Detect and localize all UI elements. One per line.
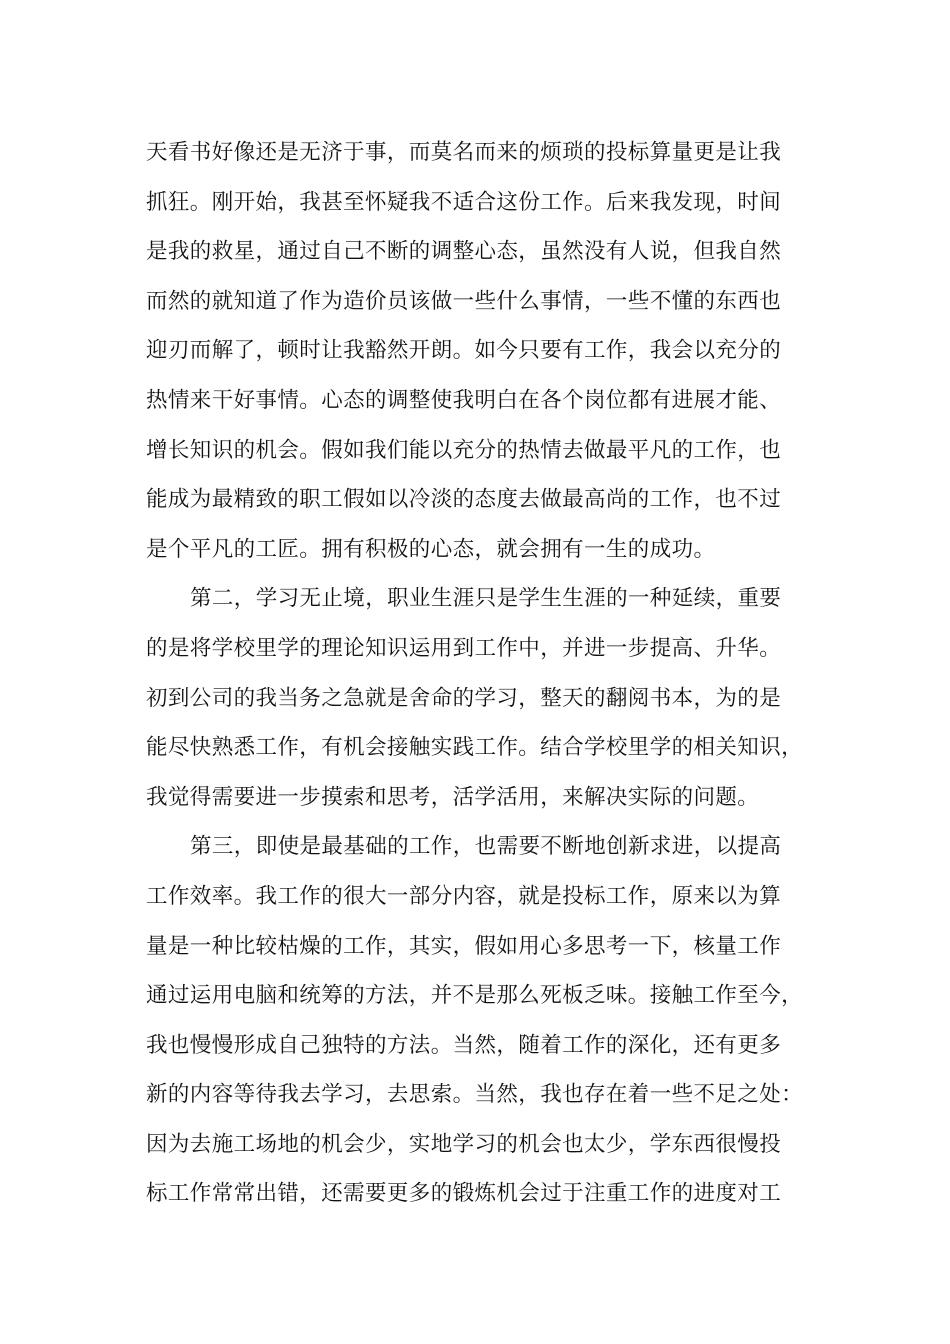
text-line: 天看书好像还是无济于事，而莫名而来的烦琐的投标算量更是让我 xyxy=(146,140,782,165)
text-line: 是我的救星，通过自己不断的调整心态，虽然没有人说，但我自然 xyxy=(146,239,782,265)
text-line: 标工作常常出错，还需要更多的锻炼机会过于注重工作的进度对工 xyxy=(146,1181,782,1207)
text-line: 能成为最精致的职工假如以冷淡的态度去做最高尚的工作，也不过 xyxy=(146,487,782,513)
text-line: 新的内容等待我去学习，去思索。当然，我也存在着一些不足之处： xyxy=(146,1082,804,1108)
text-line: 通过运用电脑和统筹的方法，并不是那么死板乏味。接触工作至今， xyxy=(146,983,804,1009)
text-line: 是个平凡的工匠。拥有积极的心态，就会拥有一生的成功。 xyxy=(146,536,716,562)
text-line: 量是一种比较枯燥的工作，其实，假如用心多思考一下，核量工作 xyxy=(146,933,782,959)
text-line: 我觉得需要进一步摸索和思考，活学活用，来解决实际的问题。 xyxy=(146,784,760,810)
text-line: 热情来干好事情。心态的调整使我明白在各个岗位都有进展才能、 xyxy=(146,387,782,413)
document-body xyxy=(146,128,826,1219)
text-line: 工作效率。我工作的很大一部分内容，就是投标工作，原来以为算 xyxy=(146,883,782,909)
text-line: 的是将学校里学的理论知识运用到工作中，并进一步提高、升华。 xyxy=(146,635,782,661)
text-line: 而然的就知道了作为造价员该做一些什么事情，一些不懂的东西也 xyxy=(146,288,782,314)
text-line: 因为去施工场地的机会少，实地学习的机会也太少，学东西很慢投 xyxy=(146,1131,782,1157)
text-line: 抓狂。刚开始，我甚至怀疑我不适合这份工作。后来我发现，时间 xyxy=(146,189,782,215)
paragraph-start-line: 第二，学习无止境，职业生涯只是学生生涯的一种延续，重要 xyxy=(190,586,782,612)
text-line: 增长知识的机会。假如我们能以充分的热情去做最平凡的工作，也 xyxy=(146,437,782,463)
paragraph-start-line: 第三，即使是最基础的工作，也需要不断地创新求进，以提高 xyxy=(190,834,782,860)
text-line: 能尽快熟悉工作，有机会接触实践工作。结合学校里学的相关知识， xyxy=(146,735,804,761)
text-line: 初到公司的我当务之急就是舍命的学习，整天的翻阅书本，为的是 xyxy=(146,685,782,711)
text-line: 我也慢慢形成自己独特的方法。当然，随着工作的深化，还有更多 xyxy=(146,1032,782,1058)
text-line: 迎刃而解了，顿时让我豁然开朗。如今只要有工作，我会以充分的 xyxy=(146,338,782,364)
